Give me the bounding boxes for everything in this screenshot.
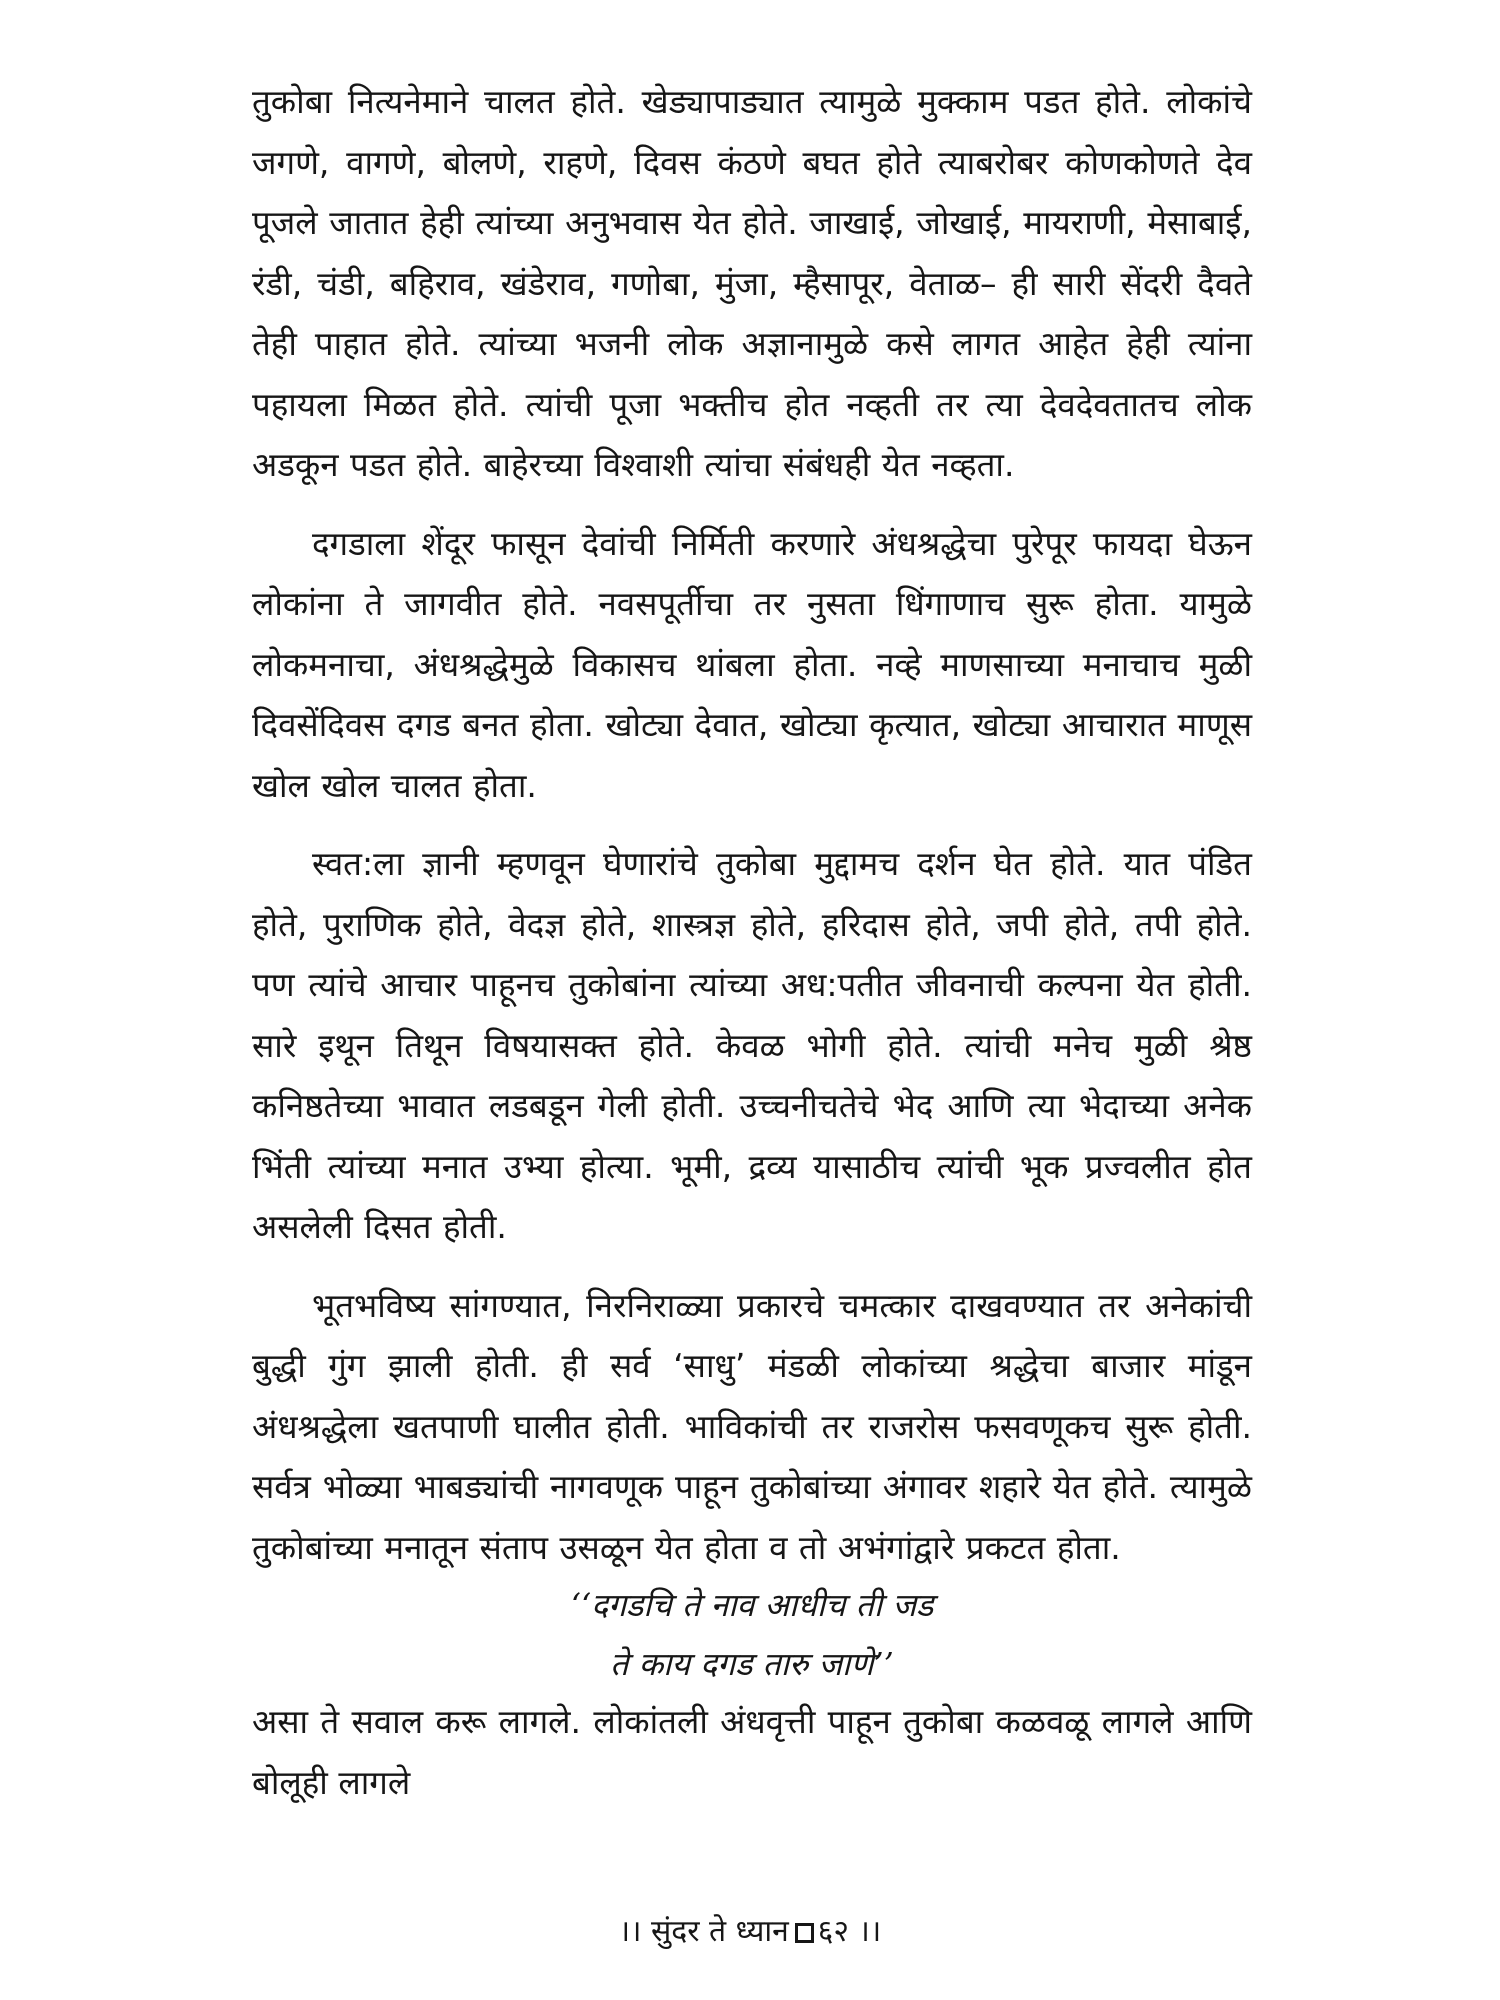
page-number: ६२ ।। <box>817 1914 882 1949</box>
abhang-verse <box>252 1576 1252 1694</box>
paragraph-4: भूतभविष्य सांगण्यात, निरनिराळ्या प्रकारचे चमत्कार दाखवण्यात तर अनेकांची बुद्धी गुंग झाली होती. ही सर्व ‘साधु’ मंडळी लोकांच्या श्रद्धेचा बाजार मांडून अंधश्रद्धेला खतपाणी घालीत होती. भाविकांची तर राजरोस फसवणूकच सुरू होती. सर्वत्र भोळ्या भाबड्यांची नागवणूक पाहून तुकोबांच्या अंगावर शहारे येत होते. त्यामुळे तुकोबांच्या मनातून संताप उसळून येत होता व तो अभंगांद्वारे प्रकटत होता. <box>252 1285 1252 1567</box>
paragraph-2: दगडाला शेंदूर फासून देवांची निर्मिती करणारे अंधश्रद्धेचा पुरेपूर फायदा घेऊन लोकांना ते जागवीत होते. नवसपूर्तीचा तर नुसता धिंगाणाच सुरू होता. यामुळे लोकमनाचा, अंधश्रद्धेमुळे विकासच थांबला होता. नव्हे माणसाच्या मनाचाच मुळी दिवसेंदिवस दगड बनत होता. खोट्या देवात, खोट्या कृत्यात, खोट्या आचारात माणूस खोल खोल चालत होता. <box>252 523 1252 805</box>
box-separator-icon <box>795 1923 814 1943</box>
closing-paragraph: असा ते सवाल करू लागले. लोकांतली अंधवृत्ती पाहून तुकोबा कळवळू लागले आणि बोलूही लागले <box>252 1702 1252 1802</box>
verse-line-1: ‘‘दगडचि ते नाव आधीच ती जड <box>570 1586 934 1624</box>
verse-line-2: ते काय दगड तारु जाणे’’ <box>610 1645 894 1683</box>
body-text <box>252 72 1252 1578</box>
page-footer <box>0 1912 1500 1952</box>
paragraph-1: तुकोबा नित्यनेमाने चालत होते. खेड्यापाड्यात त्यामुळे मुक्काम पडत होते. लोकांचे जगणे, वागणे, बोलणे, राहणे, दिवस कंठणे बघत होते त्याबरोबर कोणकोणते देव पूजले जातात हेही त्यांच्या अनुभवास येत होते. जाखाई, जोखाई, मायराणी, मेसाबाई, रंडी, चंडी, बहिराव, खंडेराव, गणोबा, मुंजा, म्हैसापूर, वेताळ– ही सारी सेंदरी दैवते तेही पाहात होते. त्यांच्या भजनी लोक अज्ञानामुळे कसे लागत आहेत हेही त्यांना पहायला मिळत होते. त्यांची पूजा भक्तीच होत नव्हती तर त्या देवदेवतातच लोक अडकून पडत होते. बाहेरच्या विश्वाशी त्यांचा संबंधही येत नव्हता. <box>252 82 1252 484</box>
paragraph-3: स्वत:ला ज्ञानी म्हणवून घेणारांचे तुकोबा मुद्दामच दर्शन घेत होते. यात पंडित होते, पुराणिक होते, वेदज्ञ होते, शास्त्रज्ञ होते, हरिदास होते, जपी होते, तपी होते. पण त्यांचे आचार पाहूनच तुकोबांना त्यांच्या अध:पतीत जीवनाची कल्पना येत होती. सारे इथून तिथून विषयासक्त होते. केवळ भोगी होते. त्यांची मनेच मुळी श्रेष्ठ कनिष्ठतेच्या भावात लडबडून गेली होती. उच्चनीचतेचे भेद आणि त्या भेदाच्या अनेक भिंती त्यांच्या मनात उभ्या होत्या. भूमी, द्रव्य यासाठीच त्यांची भूक प्रज्वलीत होत असलेली दिसत होती. <box>252 844 1252 1246</box>
footer-book-title: ।। सुंदर ते ध्यान <box>618 1914 789 1949</box>
